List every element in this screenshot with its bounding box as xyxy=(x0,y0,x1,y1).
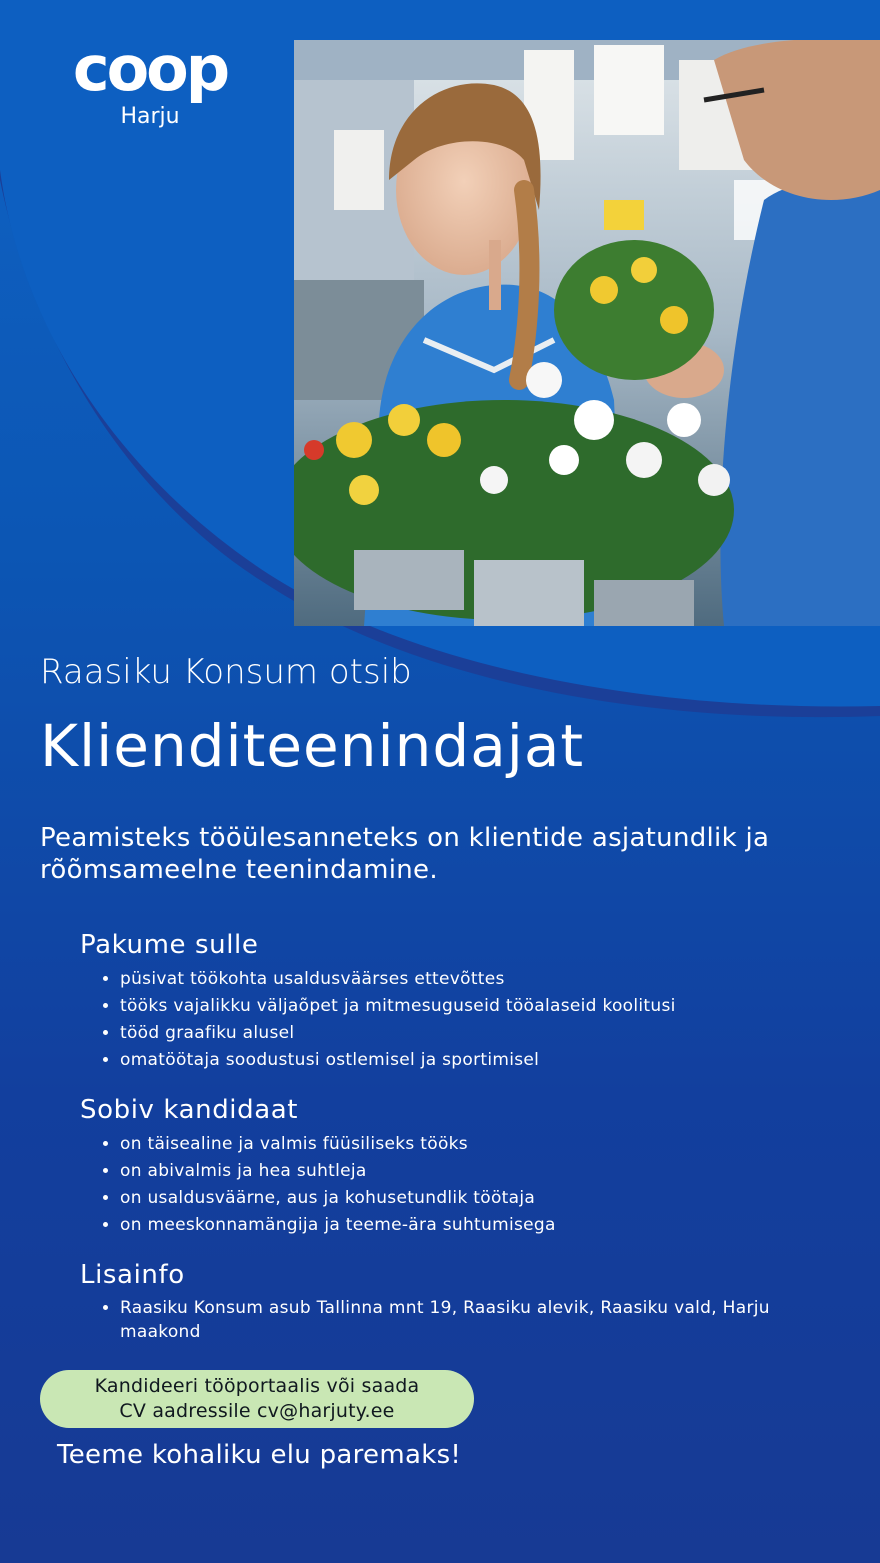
list-item: • omatöötaja soodustusi ostlemisel ja sportimisel xyxy=(120,1047,820,1074)
list-item: • tööks vajalikku väljaõpet ja mitmesuguseid tööalaseid koolitusi xyxy=(120,993,820,1020)
info-heading: Lisainfo xyxy=(80,1260,185,1290)
list-item: • püsivat töökohta usaldusväärses ettevõttes xyxy=(120,966,820,993)
logo-region: Harju xyxy=(120,104,180,129)
list-item: • Raasiku Konsum asub Tallinna mnt 19, Raasiku alevik, Raasiku vald, Harju maakond xyxy=(120,1296,820,1344)
intro-text: Peamisteks tööülesanneteks on klientide asjatundlik ja rõõmsameelne teenindamine. xyxy=(40,823,770,885)
candidate-list xyxy=(80,1131,820,1239)
list-item: • tööd graafiku alusel xyxy=(120,1020,820,1047)
coop-logo xyxy=(50,32,250,129)
page-subtitle: Raasiku Konsum otsib xyxy=(40,652,412,692)
logo-wordmark: coop xyxy=(72,32,228,105)
apply-button[interactable] xyxy=(40,1370,474,1428)
list-item: • on täisealine ja valmis füüsiliseks tööks xyxy=(120,1131,820,1158)
page-title: Klienditeenindajat xyxy=(40,712,585,780)
hero-photo xyxy=(294,40,880,626)
slogan: Teeme kohaliku elu paremaks! xyxy=(57,1440,462,1470)
offer-section xyxy=(80,930,820,1074)
list-item: • on abivalmis ja hea suhtleja xyxy=(120,1158,820,1185)
store-employee-flowers-photo xyxy=(294,40,880,626)
apply-button-line1: Kandideeri tööportaalis või saada xyxy=(94,1375,420,1397)
candidate-heading: Sobiv kandidaat xyxy=(80,1095,299,1125)
apply-button-line2: CV aadressile cv@harjuty.ee xyxy=(119,1400,395,1422)
info-list xyxy=(80,1296,820,1344)
candidate-section xyxy=(80,1095,820,1239)
offer-heading: Pakume sulle xyxy=(80,930,259,960)
offer-list xyxy=(80,966,820,1074)
info-section xyxy=(80,1260,820,1344)
list-item: • on meeskonnamängija ja teeme-ära suhtumisega xyxy=(120,1212,820,1239)
list-item: • on usaldusväärne, aus ja kohusetundlik töötaja xyxy=(120,1185,820,1212)
